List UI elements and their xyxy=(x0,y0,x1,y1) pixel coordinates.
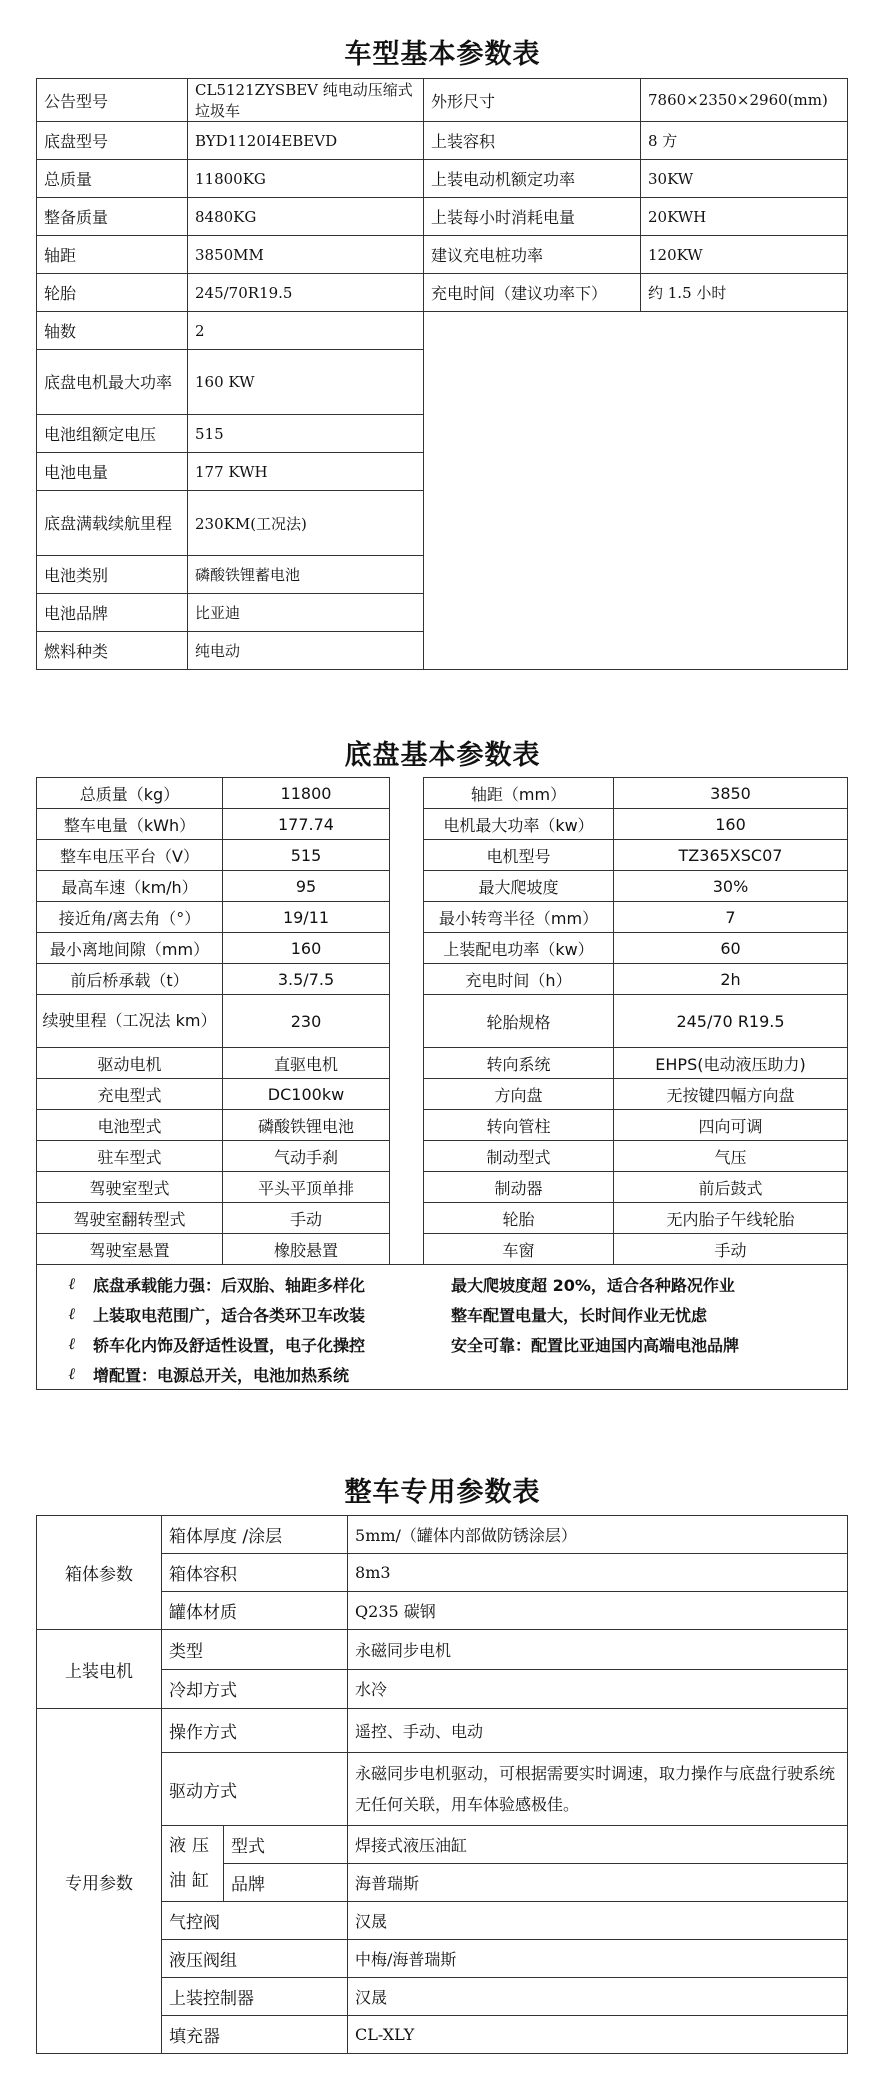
param-label: 电池类别 xyxy=(37,556,188,594)
param-value: 177.74 xyxy=(223,809,390,840)
chassis-params-table xyxy=(36,777,848,1390)
feature-text: 最大爬坡度超 20%，适合各种路况作业 xyxy=(451,1275,735,1295)
param-label: 电池型式 xyxy=(37,1110,223,1141)
param-label: 充电时间（建议功率下） xyxy=(424,274,641,312)
param-value: 7 xyxy=(614,902,848,933)
param-label: 接近角/离去角（°） xyxy=(37,902,223,933)
param-value: DC100kw xyxy=(223,1079,390,1110)
param-label: 外形尺寸 xyxy=(424,79,641,122)
param-value: 平头平顶单排 xyxy=(223,1172,390,1203)
param-value: 245/70 R19.5 xyxy=(614,995,848,1048)
param-label: 轮胎 xyxy=(424,1203,614,1234)
param-label: 燃料种类 xyxy=(37,632,188,670)
section2-title: 底盘基本参数表 xyxy=(344,740,541,771)
param-label: 整车电量（kWh） xyxy=(37,809,223,840)
param-value: 四向可调 xyxy=(614,1110,848,1141)
section1-title: 车型基本参数表 xyxy=(344,39,541,70)
param-value: 230 xyxy=(223,995,390,1048)
table-row xyxy=(37,160,848,198)
table-row xyxy=(37,871,848,902)
param-value: 手动 xyxy=(223,1203,390,1234)
param-label: 续驶里程（工况法 km） xyxy=(37,995,223,1048)
param-value: 直驱电机 xyxy=(223,1048,390,1079)
param-value: 2 xyxy=(188,312,424,350)
param-label: 制动型式 xyxy=(424,1141,614,1172)
table-row xyxy=(37,1709,848,1753)
bullet-icon: ℓ xyxy=(68,1334,75,1353)
table-row xyxy=(37,1172,848,1203)
param-label: 最大爬坡度 xyxy=(424,871,614,902)
param-value: 230KM(工况法) xyxy=(188,491,424,556)
param-label: 电机型号 xyxy=(424,840,614,871)
param-label: 建议充电桩功率 xyxy=(424,236,641,274)
param-value: 30KW xyxy=(641,160,848,198)
param-value: 30% xyxy=(614,871,848,902)
table-row xyxy=(37,840,848,871)
param-value: 水冷 xyxy=(348,1669,848,1709)
param-label: 轴距（mm） xyxy=(424,778,614,809)
table-row xyxy=(37,778,848,809)
table-row xyxy=(37,1203,848,1234)
param-value: 汉晟 xyxy=(348,1978,848,2016)
table-row xyxy=(37,79,848,122)
param-value: 遥控、手动、电动 xyxy=(348,1709,848,1753)
param-label: 制动器 xyxy=(424,1172,614,1203)
param-value: 8480KG xyxy=(188,198,424,236)
param-label: 底盘电机最大功率 xyxy=(37,350,188,415)
param-value: 7860×2350×2960(mm) xyxy=(641,79,848,122)
param-label: 充电型式 xyxy=(37,1079,223,1110)
table-row xyxy=(37,1516,848,1554)
param-value: 手动 xyxy=(614,1234,848,1265)
bullet-icon: ℓ xyxy=(68,1304,75,1323)
param-label: 填充器 xyxy=(162,2016,348,2054)
param-label: 箱体容积 xyxy=(162,1554,348,1592)
table-row xyxy=(37,1048,848,1079)
group-label: 上装电机 xyxy=(37,1630,162,1709)
param-label: 上装容积 xyxy=(424,122,641,160)
special-params-table xyxy=(36,1515,848,2054)
param-value: 515 xyxy=(188,415,424,453)
table-row xyxy=(37,236,848,274)
param-value: 8 方 xyxy=(641,122,848,160)
feature-text: 整车配置电量大，长时间作业无忧虑 xyxy=(451,1305,708,1325)
param-value: 焊接式液压油缸 xyxy=(348,1826,848,1864)
param-label: 驱动方式 xyxy=(162,1753,348,1826)
param-label: 前后桥承载（t） xyxy=(37,964,223,995)
param-label: 电池组额定电压 xyxy=(37,415,188,453)
param-value: 2h xyxy=(614,964,848,995)
table-row xyxy=(37,274,848,312)
param-value: 95 xyxy=(223,871,390,902)
param-value: 515 xyxy=(223,840,390,871)
param-value: 8m3 xyxy=(348,1554,848,1592)
param-value: BYD1120I4EBEVD xyxy=(188,122,424,160)
param-value: 11800 xyxy=(223,778,390,809)
param-label: 最小转弯半径（mm） xyxy=(424,902,614,933)
feature-text: 安全可靠：配置比亚迪国内高端电池品牌 xyxy=(451,1335,740,1355)
param-value: 海普瑞斯 xyxy=(348,1864,848,1902)
param-label: 驾驶室型式 xyxy=(37,1172,223,1203)
param-value: 120KW xyxy=(641,236,848,274)
param-label: 电池电量 xyxy=(37,453,188,491)
param-value: 磷酸铁锂蓄电池 xyxy=(188,556,424,594)
table-row xyxy=(37,1141,848,1172)
param-label: 操作方式 xyxy=(162,1709,348,1753)
param-label: 转向管柱 xyxy=(424,1110,614,1141)
param-value: 160 xyxy=(223,933,390,964)
feature-text: 底盘承载能力强：后双胎、轴距多样化 xyxy=(93,1275,366,1295)
feature-line xyxy=(37,1269,847,1299)
table-row xyxy=(37,312,848,350)
param-value: EHPS(电动液压助力) xyxy=(614,1048,848,1079)
param-label: 最高车速（km/h） xyxy=(37,871,223,902)
param-value: CL5121ZYSBEV 纯电动压缩式垃圾车 xyxy=(188,79,424,122)
param-value: 160 KW xyxy=(188,350,424,415)
table-row xyxy=(37,1110,848,1141)
column-gap xyxy=(390,778,424,1265)
param-label: 方向盘 xyxy=(424,1079,614,1110)
table-row xyxy=(37,964,848,995)
param-label: 液压油缸 xyxy=(162,1826,224,1902)
param-label: 冷却方式 xyxy=(162,1669,348,1709)
features-row xyxy=(37,1265,848,1390)
param-label: 箱体厚度 /涂层 xyxy=(162,1516,348,1554)
feature-line xyxy=(37,1329,847,1359)
param-value: 5mm/（罐体内部做防锈涂层） xyxy=(348,1516,848,1554)
param-value: 磷酸铁锂电池 xyxy=(223,1110,390,1141)
param-value: 20KWH xyxy=(641,198,848,236)
param-value: 约 1.5 小时 xyxy=(641,274,848,312)
param-label: 轴数 xyxy=(37,312,188,350)
vehicle-params-table xyxy=(36,78,848,670)
param-value: 245/70R19.5 xyxy=(188,274,424,312)
param-value: 永磁同步电机驱动，可根据需要实时调速，取力操作与底盘行驶系统无任何关联，用车体验感极佳。 xyxy=(348,1753,848,1826)
features-cell xyxy=(37,1265,848,1390)
feature-text: 增配置：电源总开关，电池加热系统 xyxy=(93,1365,350,1385)
param-value: 永磁同步电机 xyxy=(348,1630,848,1670)
param-label: 上装配电功率（kw） xyxy=(424,933,614,964)
param-label: 型式 xyxy=(224,1826,348,1864)
table-row xyxy=(37,995,848,1048)
param-label: 上装控制器 xyxy=(162,1978,348,2016)
param-label: 类型 xyxy=(162,1630,348,1670)
feature-text: 上装取电范围广，适合各类环卫车改装 xyxy=(93,1305,366,1325)
section3-title: 整车专用参数表 xyxy=(344,1477,541,1508)
param-value: 气动手刹 xyxy=(223,1141,390,1172)
table-row xyxy=(37,198,848,236)
param-label: 整备质量 xyxy=(37,198,188,236)
param-label: 整车电压平台（V） xyxy=(37,840,223,871)
param-value: 60 xyxy=(614,933,848,964)
param-label: 底盘满载续航里程 xyxy=(37,491,188,556)
feature-line xyxy=(37,1359,847,1389)
param-label: 最小离地间隙（mm） xyxy=(37,933,223,964)
param-label: 轮胎 xyxy=(37,274,188,312)
table-row xyxy=(37,809,848,840)
param-value: 3850 xyxy=(614,778,848,809)
feature-line xyxy=(37,1299,847,1329)
param-label: 罐体材质 xyxy=(162,1592,348,1630)
param-label: 底盘型号 xyxy=(37,122,188,160)
param-label: 驾驶室翻转型式 xyxy=(37,1203,223,1234)
table-row xyxy=(37,122,848,160)
param-label: 液压阀组 xyxy=(162,1940,348,1978)
param-value: 160 xyxy=(614,809,848,840)
param-label: 公告型号 xyxy=(37,79,188,122)
param-label: 充电时间（h） xyxy=(424,964,614,995)
table-row xyxy=(37,902,848,933)
param-label: 上装每小时消耗电量 xyxy=(424,198,641,236)
param-value: 11800KG xyxy=(188,160,424,198)
param-value: 橡胶悬置 xyxy=(223,1234,390,1265)
table-row xyxy=(37,1079,848,1110)
param-label: 品牌 xyxy=(224,1864,348,1902)
param-value: 比亚迪 xyxy=(188,594,424,632)
param-value: 3.5/7.5 xyxy=(223,964,390,995)
param-value: 前后鼓式 xyxy=(614,1172,848,1203)
param-value: CL-XLY xyxy=(348,2016,848,2054)
table-row xyxy=(37,1234,848,1265)
param-label: 电机最大功率（kw） xyxy=(424,809,614,840)
table-row xyxy=(37,1630,848,1670)
feature-text: 轿车化内饰及舒适性设置，电子化操控 xyxy=(93,1335,366,1355)
param-label: 轴距 xyxy=(37,236,188,274)
empty-cell xyxy=(424,312,848,670)
param-value: 汉晟 xyxy=(348,1902,848,1940)
param-label: 车窗 xyxy=(424,1234,614,1265)
param-value: 3850MM xyxy=(188,236,424,274)
param-value: TZ365XSC07 xyxy=(614,840,848,871)
param-value: 中梅/海普瑞斯 xyxy=(348,1940,848,1978)
bullet-icon: ℓ xyxy=(68,1364,75,1383)
param-label: 轮胎规格 xyxy=(424,995,614,1048)
bullet-icon: ℓ xyxy=(68,1274,75,1293)
param-label: 气控阀 xyxy=(162,1902,348,1940)
param-value: 19/11 xyxy=(223,902,390,933)
group-label: 专用参数 xyxy=(37,1709,162,2054)
param-value: 纯电动 xyxy=(188,632,424,670)
group-label: 箱体参数 xyxy=(37,1516,162,1630)
param-label: 总质量（kg） xyxy=(37,778,223,809)
param-value: 无按键四幅方向盘 xyxy=(614,1079,848,1110)
param-label: 上装电动机额定功率 xyxy=(424,160,641,198)
param-label: 驻车型式 xyxy=(37,1141,223,1172)
param-label: 驾驶室悬置 xyxy=(37,1234,223,1265)
param-value: 177 KWH xyxy=(188,453,424,491)
table-row xyxy=(37,933,848,964)
param-value: 气压 xyxy=(614,1141,848,1172)
param-label: 转向系统 xyxy=(424,1048,614,1079)
param-value: Q235 碳钢 xyxy=(348,1592,848,1630)
param-label: 总质量 xyxy=(37,160,188,198)
param-label: 电池品牌 xyxy=(37,594,188,632)
param-label: 驱动电机 xyxy=(37,1048,223,1079)
param-value: 无内胎子午线轮胎 xyxy=(614,1203,848,1234)
